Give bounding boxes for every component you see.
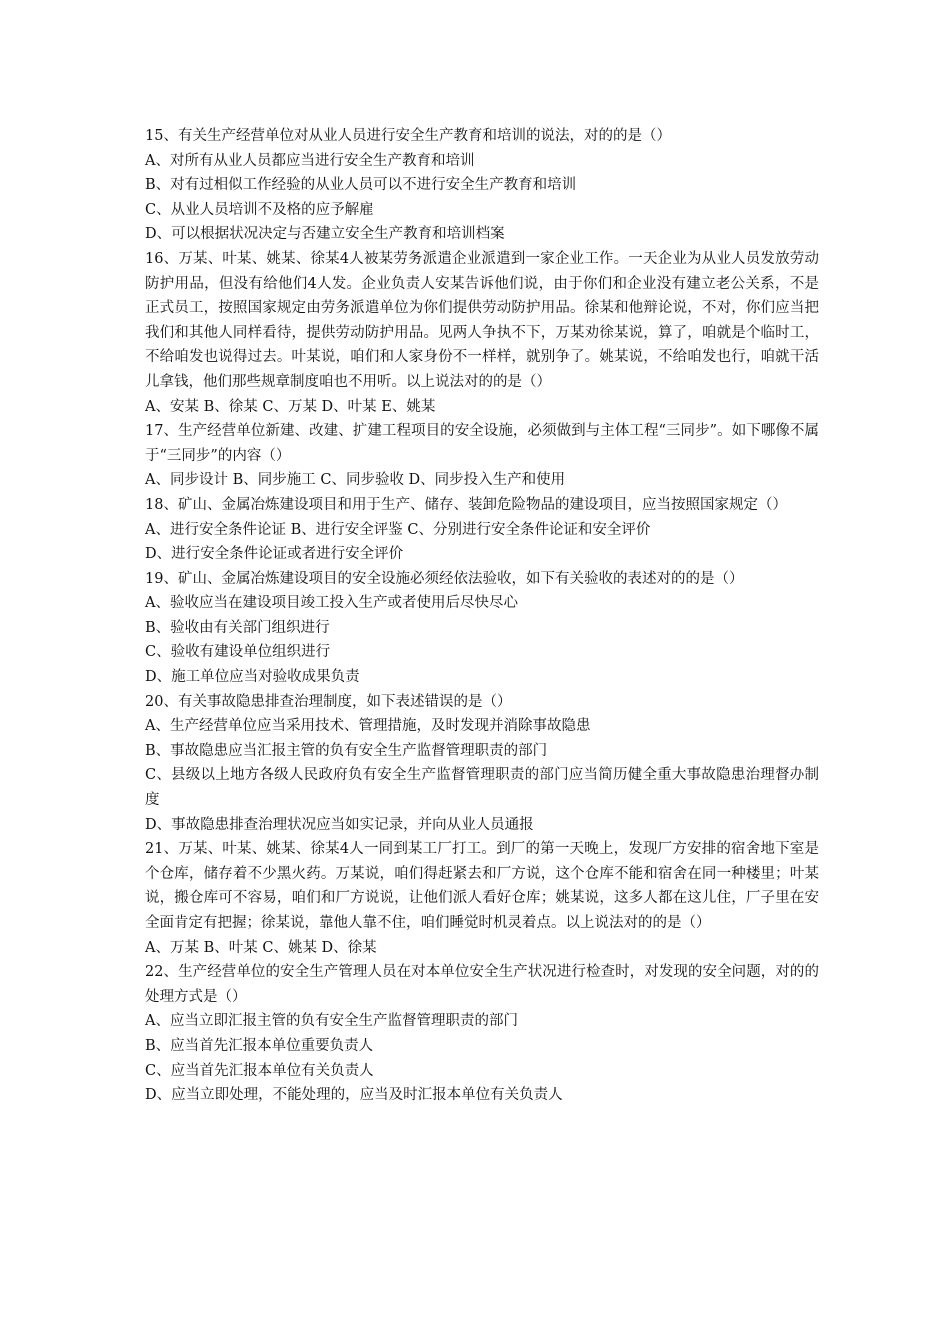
question-21-options: A、万某 B、叶某 C、姚某 D、徐某 [145, 939, 377, 956]
question-19-option-b: B、验收由有关部门组织进行 [145, 619, 330, 636]
question-15-option-c: C、从业人员培训不及格的应予解雇 [145, 201, 374, 218]
question-16-stem: 16、万某、叶某、姚某、徐某4人被某劳务派遣企业派遣到一家企业工作。一天企业为从业人员发放劳动防护用品，但没有给他们4人发。企业负责人安某告诉他们说，由于你们和企业没有建立老公关系，不是正式员工，按照国家规定由劳务派遣单位为你们提供劳动防护用品。徐某和他辩论说，不对，你们应当把我们和其他人同样看待，提供劳动防护用品。见两人争执不下，万某劝徐某说，算了，咱就是个临时工，不给咱发也说得过去。叶某说，咱们和人家身份不一样样，就别争了。姚某说，不给咱发也行，咱就干活儿拿钱，他们那些规章制度咱也不用听。以上说法对的的是（） [145, 250, 819, 390]
question-19-option-a: A、验收应当在建设项目竣工投入生产或者使用后尽快尽心 [145, 595, 518, 612]
question-17-options: A、同步设计 B、同步施工 C、同步验收 D、同步投入生产和使用 [145, 472, 566, 489]
question-20-option-b: B、事故隐患应当汇报主管的负有安全生产监督管理职责的部门 [145, 742, 548, 759]
question-17-stem: 17、生产经营单位新建、改建、扩建工程项目的安全设施，必须做到与主体工程“三同步”。如下哪像不属于“三同步”的内容（） [145, 423, 819, 464]
question-20-option-c: C、县级以上地方各级人民政府负有安全生产监督管理职责的部门应当简历健全重大事故隐患治理督办制度 [145, 767, 819, 809]
question-22-option-b: B、应当首先汇报本单位重要负责人 [145, 1037, 374, 1054]
document-body [145, 124, 819, 1108]
question-15-option-d: D、可以根据状况决定与否建立安全生产教育和培训档案 [145, 226, 505, 243]
question-18-options-abc: A、进行安全条件论证 B、进行安全评鉴 C、分别进行安全条件论证和安全评价 [145, 521, 651, 538]
question-16-options: A、安某 B、徐某 C、万某 D、叶某 E、姚某 [145, 398, 436, 415]
question-22-option-d: D、应当立即处理，不能处理的，应当及时汇报本单位有关负责人 [145, 1087, 563, 1104]
question-20-option-d: D、事故隐患排查治理状况应当如实记录，并向从业人员通报 [145, 816, 534, 833]
question-15-stem: 15、有关生产经营单位对从业人员进行安全生产教育和培训的说法，对的的是（） [145, 128, 671, 144]
question-20-stem: 20、有关事故隐患排查治理制度，如下表述错误的是（） [145, 693, 512, 710]
question-19-option-d: D、施工单位应当对验收成果负责 [145, 669, 360, 686]
question-19-stem: 19、矿山、金属冶炼建设项目的安全设施必须经依法验收，如下有关验收的表述对的的是（） [145, 570, 744, 587]
question-18-option-d: D、进行安全条件论证或者进行安全评价 [145, 546, 404, 563]
question-20-option-a: A、生产经营单位应当采用技术、管理措施，及时发现并消除事故隐患 [145, 718, 591, 735]
question-15-option-a: A、对所有从业人员都应当进行安全生产教育和培训 [145, 152, 475, 169]
question-22-stem: 22、生产经营单位的安全生产管理人员在对本单位安全生产状况进行检查时，对发现的安全问题，对的的处理方式是（） [145, 964, 819, 1005]
question-18-stem: 18、矿山、金属冶炼建设项目和用于生产、储存、装卸危险物品的建设项目，应当按照国家规定（） [145, 496, 787, 513]
question-19-option-c: C、验收有建设单位组织进行 [145, 644, 331, 661]
question-22-option-a: A、应当立即汇报主管的负有安全生产监督管理职责的部门 [145, 1013, 518, 1030]
question-21-stem: 21、万某、叶某、姚某、徐某4人一同到某工厂打工。到厂的第一天晚上，发现厂方安排的宿舍地下室是个仓库，储存着不少黑火药。万某说，咱们得赶紧去和厂方说，这个仓库不能和宿舍在同一种楼里；叶某说，搬仓库可不容易，咱们和厂方说说，让他们派人看好仓库；姚某说，这多人都在这儿住，厂子里在安全面肯定有把握；徐某说，靠他人靠不住，咱们睡觉时机灵着点。以上说法对的的是（） [145, 841, 819, 931]
question-15-option-b: B、对有过相似工作经验的从业人员可以不进行安全生产教育和培训 [145, 177, 577, 194]
question-22-option-c: C、应当首先汇报本单位有关负责人 [145, 1062, 374, 1079]
